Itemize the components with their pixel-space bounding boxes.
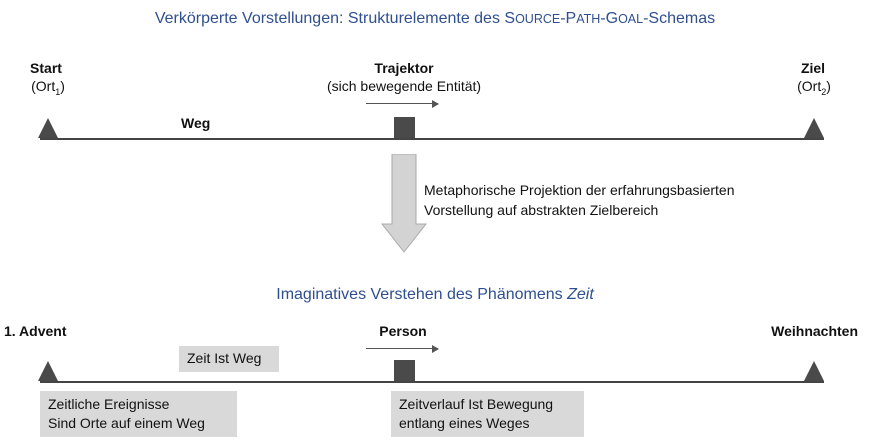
christmas-label: Weihnachten	[771, 323, 858, 339]
start-location-pre: (Ort	[31, 78, 56, 94]
schema-path-initial: P	[565, 10, 577, 27]
projection-line-1: Metaphorische Projektion der erfahrungsbasierten	[424, 182, 735, 198]
person-label: Person	[379, 323, 427, 339]
schema-path-rest: ATH	[576, 12, 601, 26]
motion-box-line-1: Zeitverlauf Ist Bewegung	[399, 396, 554, 412]
events-box-line-1: Zeitliche Ereignisse	[48, 396, 170, 412]
source-path-goal-title	[155, 10, 715, 28]
projection-arrow-icon	[380, 154, 428, 254]
time-understanding-title	[276, 286, 594, 304]
time-passing-is-motion-box	[391, 391, 584, 437]
schema-dash-2: -	[600, 10, 606, 27]
start-location	[31, 78, 65, 97]
start-label: Start	[30, 60, 62, 76]
first-advent-label: 1. Advent	[4, 323, 67, 339]
goal-label: Ziel	[800, 60, 826, 76]
start-location-post: )	[60, 78, 65, 94]
trajector-motion-arrow	[366, 103, 438, 104]
top-path-line	[40, 138, 824, 140]
motion-box-line-2: entlang eines Weges	[399, 415, 530, 431]
trajector-label: Trajektor	[374, 60, 434, 76]
schema-source-initial: S	[504, 10, 516, 27]
goal-location-pre: (Ort	[797, 78, 822, 94]
bottom-path-line	[40, 381, 824, 383]
goal-triangle	[804, 118, 824, 138]
christmas-triangle	[804, 361, 824, 381]
goal-location	[797, 78, 831, 97]
advent-triangle	[38, 361, 58, 381]
schema-dash-1: -	[560, 10, 566, 27]
goal-location-sub: 2	[821, 86, 827, 97]
events-are-locations-box	[40, 391, 237, 437]
start-triangle	[38, 118, 58, 138]
bottom-title-prefix: Imaginatives Verstehen des Phänomens	[276, 286, 568, 303]
schema-goal-initial: G	[605, 10, 619, 27]
schema-goal-rest: OAL	[618, 12, 644, 26]
path-label: Weg	[181, 115, 211, 131]
schema-source-rest: OURCE	[515, 12, 561, 26]
goal-location-post: )	[826, 78, 831, 94]
trajector-square	[394, 117, 415, 138]
projection-text	[424, 180, 735, 220]
start-location-sub: 1	[55, 86, 61, 97]
trajector-description: (sich bewegende Entität)	[326, 78, 482, 94]
events-box-line-2: Sind Orte auf einem Weg	[48, 415, 205, 431]
title-suffix: -Schemas	[643, 10, 716, 27]
person-square	[394, 360, 415, 381]
person-motion-arrow	[366, 348, 438, 349]
projection-line-2: Vorstellung auf abstrakten Zielbereich	[424, 202, 659, 218]
title-prefix: Verkörperte Vorstellungen: Strukturelemente des	[154, 10, 505, 27]
time-is-path-box: Zeit Ist Weg	[179, 346, 279, 372]
bottom-title-italic: Zeit	[567, 286, 594, 303]
